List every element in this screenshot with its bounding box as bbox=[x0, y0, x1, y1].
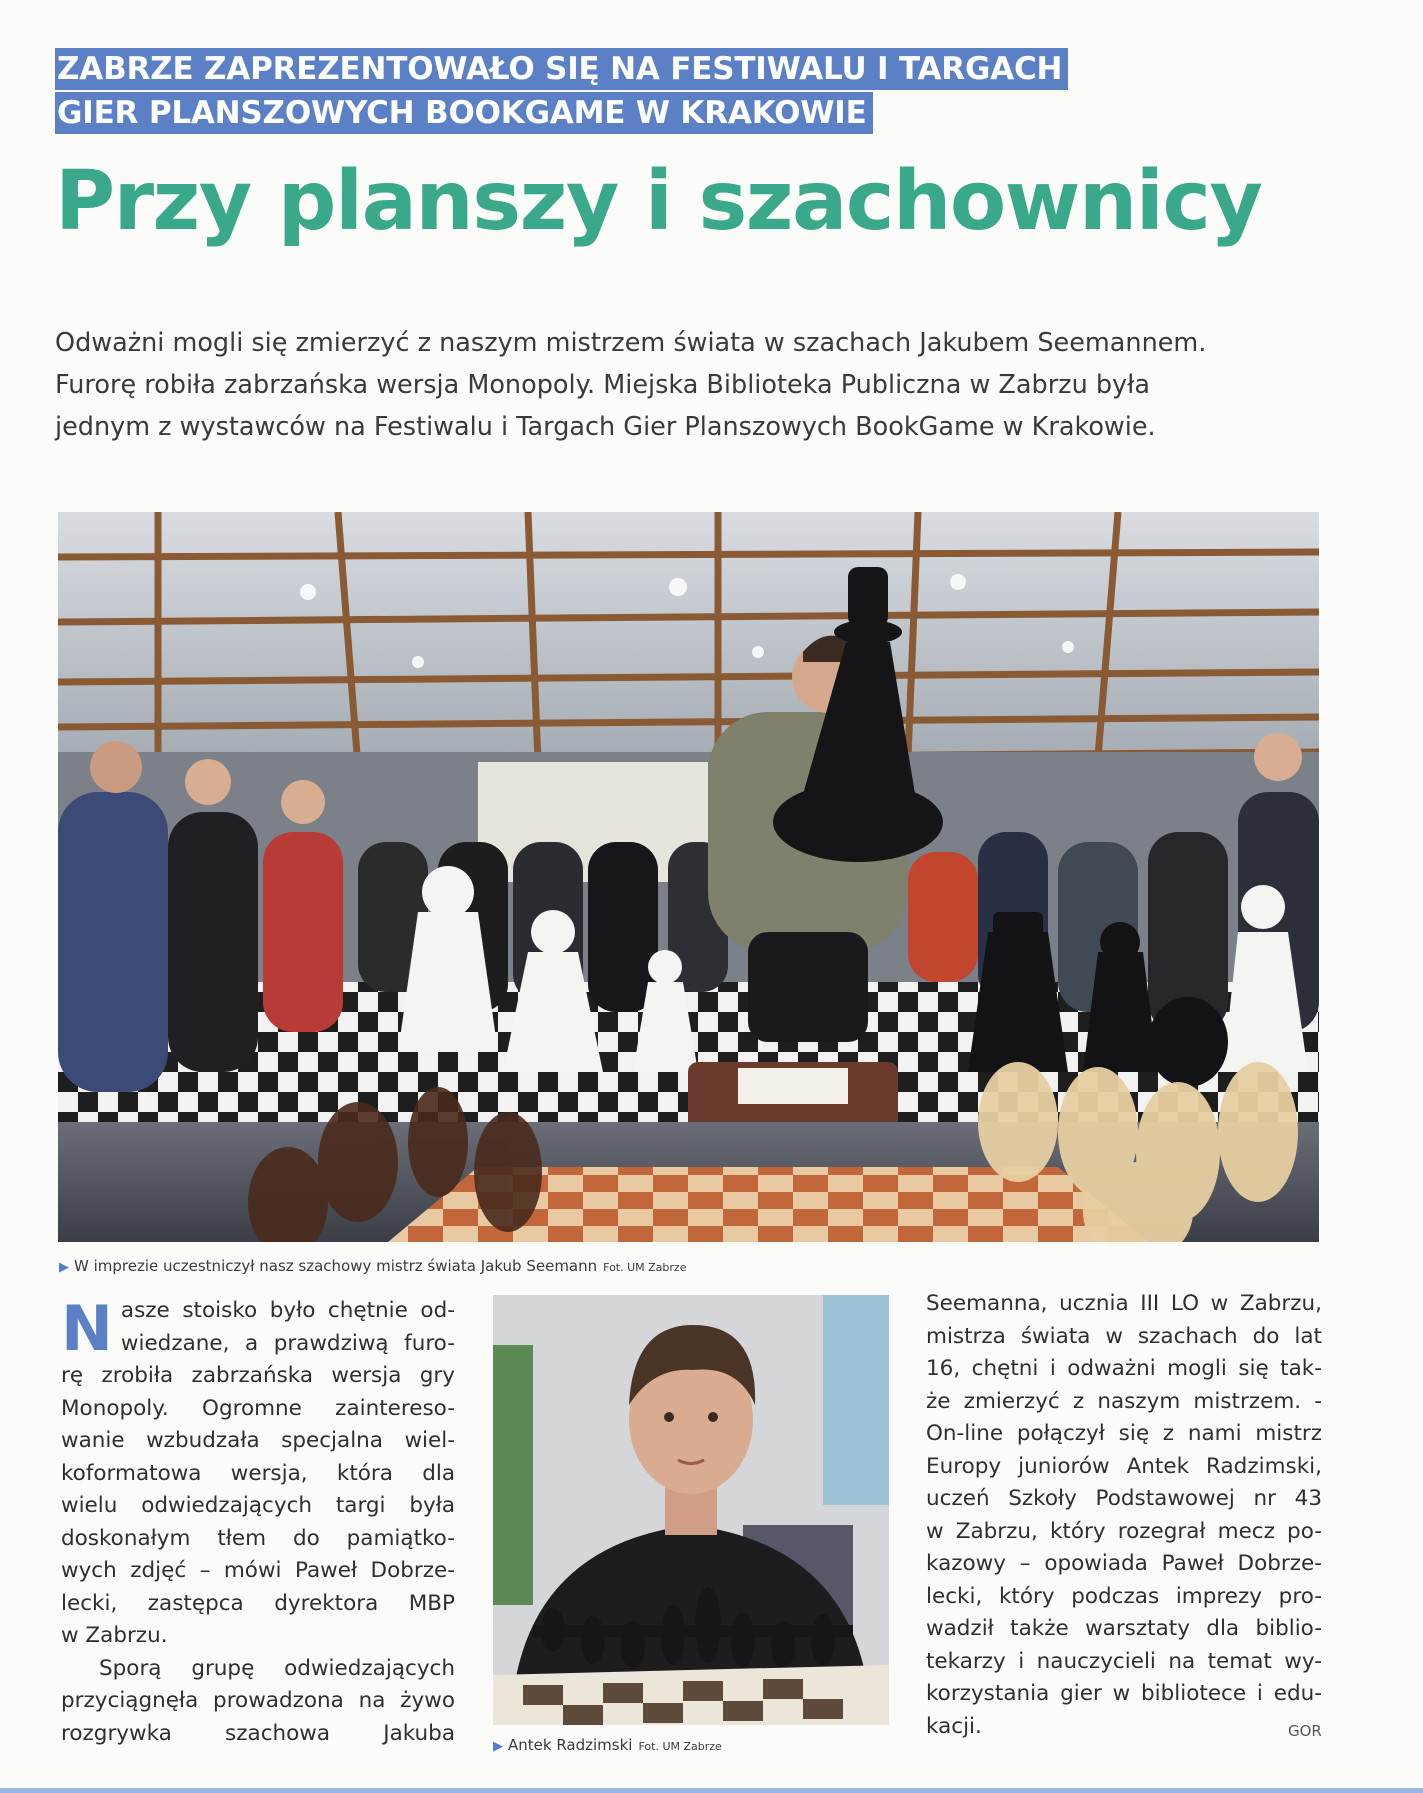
kid-photo-caption bbox=[493, 1736, 722, 1754]
body-line: uczeń Szkoły Podstawowej nr 43 bbox=[926, 1486, 1322, 1511]
lead-line: Odważni mogli się zmierzyć z naszym mistrzem świata w szachach Jakubem Seemannem. bbox=[55, 328, 1207, 358]
body-line: Europy juniorów Antek Radzimski, bbox=[926, 1453, 1322, 1479]
body-line: rozgrywka szachowa Jakuba bbox=[61, 1720, 455, 1746]
lead-line: Furorę robiła zabrzańska wersja Monopoly. Miejska Biblioteka Publiczna w Zabrzu była bbox=[55, 370, 1150, 400]
body-line: kazowy – opowiada Paweł Dobrze- bbox=[926, 1551, 1322, 1576]
lead-line: jednym z wystawców na Festiwalu i Targach Gier Planszowych BookGame w Krakowie. bbox=[55, 412, 1156, 442]
body-line: w Zabrzu. bbox=[61, 1623, 168, 1648]
caption-marker-icon: ▶ bbox=[493, 1739, 503, 1754]
lead-paragraph bbox=[55, 322, 1295, 448]
bottom-rule bbox=[0, 1788, 1423, 1793]
kid-photo-credit: Fot. UM Zabrze bbox=[638, 1740, 722, 1753]
body-line: 16, chętni i odważni mogli się tak- bbox=[926, 1356, 1322, 1381]
body-line: asze stoisko było chętnie od- bbox=[120, 1298, 455, 1323]
body-line: wych zdjęć – mówi Paweł Dobrze- bbox=[61, 1558, 455, 1583]
body-line: lecki, zastępca dyrektora MBP bbox=[61, 1590, 455, 1616]
article-headline: Przy planszy i szachownicy bbox=[55, 154, 1262, 249]
main-photo-illustration bbox=[58, 512, 1319, 1242]
main-photo-credit: Fot. UM Zabrze bbox=[603, 1261, 687, 1274]
body-line: rę zrobiła zabrzańska wersja gry bbox=[61, 1363, 455, 1388]
author-signature: GOR bbox=[1288, 1722, 1322, 1740]
body-line: kacji. bbox=[926, 1713, 982, 1739]
body-line: tekarzy i nauczycieli na temat wy- bbox=[926, 1648, 1322, 1674]
kicker-banner bbox=[55, 48, 1068, 134]
main-photo-caption bbox=[59, 1257, 686, 1275]
body-line: wanie wzbudzała specjalna wiel- bbox=[61, 1428, 455, 1453]
article-column-1 bbox=[61, 1292, 455, 1750]
body-line: Monopoly. Ogromne zaintereso- bbox=[61, 1395, 455, 1421]
body-line: Sporą grupę odwiedzających bbox=[99, 1655, 455, 1681]
article-column-3 bbox=[926, 1288, 1322, 1743]
kid-photo-caption-text: Antek Radzimski bbox=[508, 1736, 633, 1754]
kid-photo-illustration bbox=[493, 1295, 889, 1725]
kicker-line-1: ZABRZE ZAPREZENTOWAŁO SIĘ NA FESTIWALU I TARGACH bbox=[55, 48, 1068, 90]
body-line: wadził także warsztaty dla biblio- bbox=[926, 1616, 1322, 1641]
body-line: przyciągnęła prowadzona na żywo bbox=[61, 1688, 455, 1713]
body-line: wiedzane, a prawdziwą furo- bbox=[120, 1330, 455, 1356]
body-line: korzystania gier w bibliotece i edu- bbox=[926, 1681, 1322, 1706]
kicker-line-2: GIER PLANSZOWYCH BOOKGAME W KRAKOWIE bbox=[55, 92, 873, 134]
dropcap: N bbox=[61, 1292, 113, 1365]
body-line: wielu odwiedzających targi była bbox=[61, 1493, 455, 1518]
kid-photo bbox=[493, 1295, 889, 1725]
body-line: że zmierzyć z naszym mistrzem. - bbox=[926, 1388, 1322, 1414]
main-photo-caption-text: W imprezie uczestniczył nasz szachowy mistrz świata Jakub Seemann bbox=[74, 1257, 598, 1275]
caption-marker-icon: ▶ bbox=[59, 1260, 69, 1275]
body-line: koformatowa wersja, która dla bbox=[61, 1460, 455, 1486]
main-photo bbox=[58, 512, 1319, 1242]
body-line: mistrza świata w szachach do lat bbox=[926, 1323, 1322, 1349]
body-line: On-line połączył się z nami mistrz bbox=[926, 1421, 1322, 1446]
body-line: w Zabrzu, który rozegrał mecz po- bbox=[926, 1518, 1322, 1544]
body-line: Seemanna, ucznia III LO w Zabrzu, bbox=[926, 1291, 1322, 1316]
body-line: lecki, który podczas imprezy pro- bbox=[926, 1583, 1322, 1609]
body-line: doskonałym tłem do pamiątko- bbox=[61, 1525, 455, 1551]
